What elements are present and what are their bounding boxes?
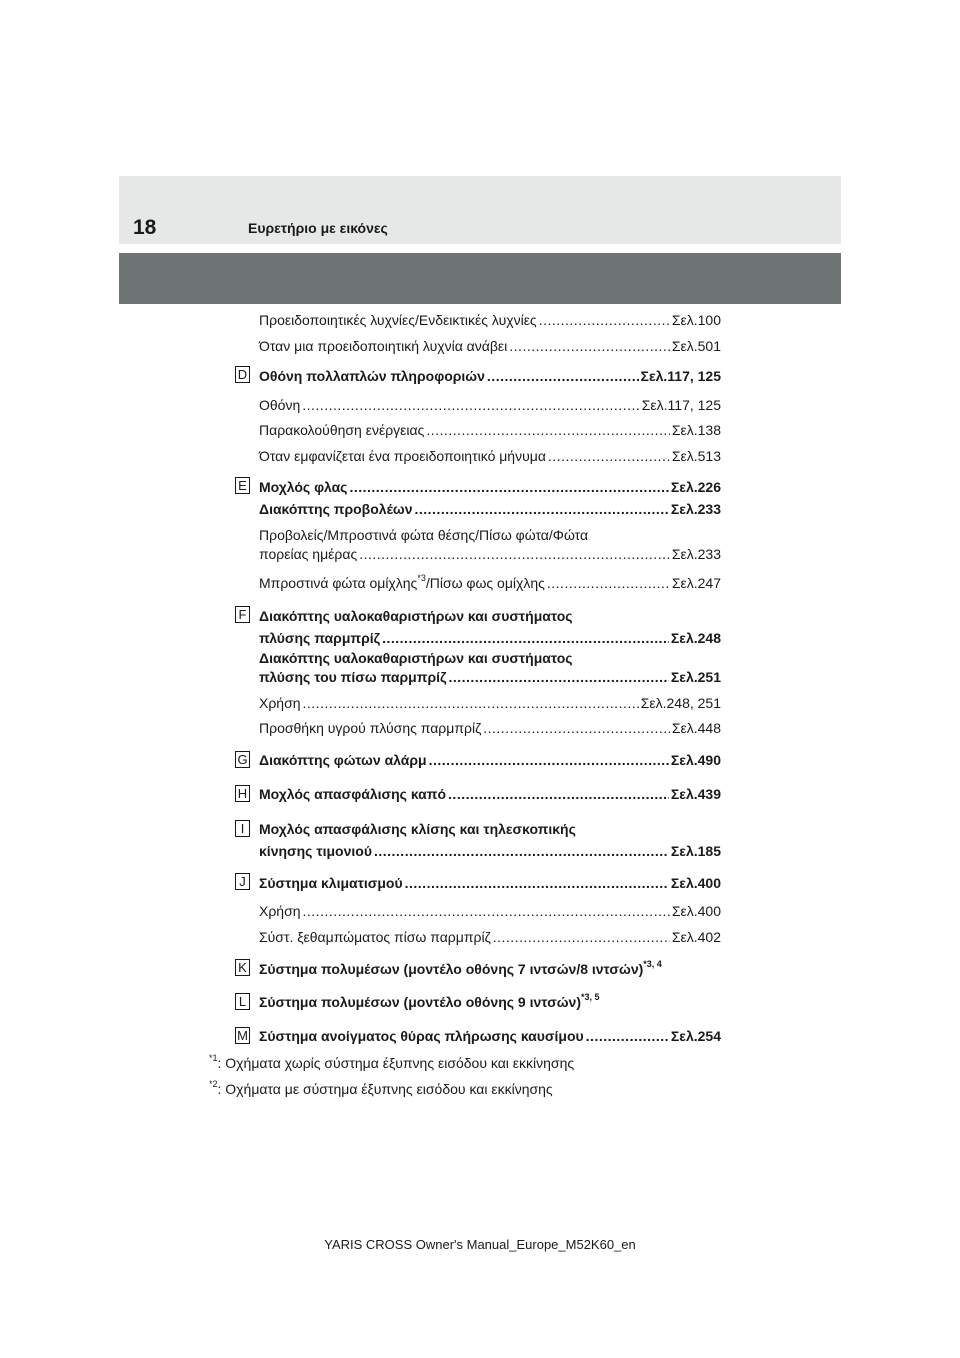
section-letter-f: F xyxy=(235,606,250,623)
entry-page: Σελ.400 xyxy=(671,903,721,919)
section-letter-j: J xyxy=(235,873,250,890)
index-entry[interactable] xyxy=(259,367,721,385)
entry-label: Σύστ. ξεθαμπώματος πίσω παρμπρίζ xyxy=(259,929,491,945)
index-entry[interactable] xyxy=(259,478,721,496)
index-entry[interactable] xyxy=(259,960,721,978)
footnote-mark: *1 xyxy=(209,1053,218,1064)
entry-page: Σελ.185 xyxy=(670,843,721,859)
leader-dots xyxy=(405,874,669,892)
footnote-text: : Οχήματα χωρίς σύστημα έξυπνης εισόδου και εκκίνησης xyxy=(217,1055,575,1071)
entry-label: Οθόνη xyxy=(259,397,301,413)
entry-page: Σελ.402 xyxy=(671,929,721,945)
leader-dots xyxy=(487,367,639,385)
section-letter-m: M xyxy=(235,1027,250,1044)
leader-dots xyxy=(586,1027,669,1045)
entry-page: Σελ.138 xyxy=(671,422,721,438)
section-letter-k: K xyxy=(235,959,250,976)
index-entry-line1[interactable] xyxy=(259,820,721,838)
footnote-ref: *3, 4 xyxy=(643,959,662,970)
index-entry-line1[interactable] xyxy=(259,649,721,667)
section-letter-h: H xyxy=(235,785,250,802)
entry-label-cont: κίνησης τιμονιού xyxy=(259,843,372,859)
leader-dots xyxy=(303,902,670,920)
leader-dots xyxy=(426,421,669,439)
index-entry[interactable] xyxy=(259,785,721,803)
entry-label: Σύστημα κλιματισμού xyxy=(259,875,403,891)
entry-page: Σελ.501 xyxy=(671,338,721,354)
index-entry[interactable] xyxy=(259,629,721,647)
footer-text: YARIS CROSS Owner's Manual_Europe_M52K60_en xyxy=(324,1237,636,1252)
page-number: 18 xyxy=(133,216,157,239)
entry-page: Σελ.439 xyxy=(670,786,721,802)
index-entry[interactable] xyxy=(259,574,721,592)
entry-label: Σύστημα πολυμέσων (μοντέλο οθόνης 9 ιντσών) xyxy=(259,994,581,1010)
entry-label: Προειδοποιητικές λυχνίες/Ενδεικτικές λυχνίες xyxy=(259,312,537,328)
entry-page: Σελ.226 xyxy=(670,479,721,495)
footnote-text: : Οχήματα με σύστημα έξυπνης εισόδου και εκκίνησης xyxy=(217,1081,553,1097)
section-letter-d: D xyxy=(235,366,250,383)
leader-dots xyxy=(483,719,670,737)
entry-page: Σελ.400 xyxy=(670,875,721,891)
entry-label: Σύστημα πολυμέσων (μοντέλο οθόνης 7 ιντσών/8 ιντσών) xyxy=(259,961,644,977)
leader-dots xyxy=(374,842,669,860)
leader-dots xyxy=(448,668,668,686)
entry-page: Σελ.513 xyxy=(671,448,721,464)
leader-dots xyxy=(448,785,669,803)
entry-label-part: Μπροστινά φώτα ομίχλης xyxy=(259,575,418,591)
index-entry[interactable] xyxy=(259,874,721,892)
entry-label: Μοχλός απασφάλισης κλίσης και τηλεσκοπικής xyxy=(259,821,576,837)
entry-page: Σελ.233 xyxy=(670,501,721,517)
index-entry[interactable] xyxy=(259,447,721,465)
leader-dots xyxy=(539,311,670,329)
index-entry[interactable] xyxy=(259,928,721,946)
leader-dots xyxy=(359,545,670,563)
entry-label: Διακόπτης φώτων αλάρμ xyxy=(259,752,427,768)
footnote xyxy=(209,1080,553,1098)
section-title: Ευρετήριο με εικόνες xyxy=(248,220,388,236)
entry-label: Χρήση xyxy=(259,695,301,711)
entry-page: Σελ.248 xyxy=(670,630,721,646)
leader-dots xyxy=(302,396,640,414)
index-entry[interactable] xyxy=(259,694,721,712)
index-entry-line1[interactable] xyxy=(259,526,721,544)
entry-page: Σελ.117, 125 xyxy=(641,397,721,413)
entry-label-cont: πλύσης του πίσω παρμπρίζ xyxy=(259,669,447,685)
section-letter-l: L xyxy=(235,993,250,1010)
leader-dots xyxy=(493,928,670,946)
entry-page: Σελ.490 xyxy=(670,752,721,768)
entry-label-cont: πλύσης παρμπρίζ xyxy=(259,630,381,646)
entry-label: Μοχλός φλας xyxy=(259,479,348,495)
entry-label: Διακόπτης προβολέων xyxy=(259,501,413,517)
entry-label: Διακόπτης υαλοκαθαριστήρων και συστήματος xyxy=(259,608,573,624)
entry-label: Σύστημα ανοίγματος θύρας πλήρωσης καυσίμου xyxy=(259,1028,584,1044)
index-entry[interactable] xyxy=(259,337,721,355)
index-entry[interactable] xyxy=(259,751,721,769)
entry-label: Χρήση xyxy=(259,903,301,919)
footnote-ref: *3, 5 xyxy=(580,992,600,1003)
index-entry[interactable] xyxy=(259,668,721,686)
leader-dots xyxy=(349,478,668,496)
entry-label xyxy=(259,574,545,592)
entry-label: Οθόνη πολλαπλών πληροφοριών xyxy=(259,368,485,384)
entry-label: Παρακολούθηση ενέργειας xyxy=(259,422,425,438)
entry-page: Σελ.247 xyxy=(671,575,721,591)
index-entry[interactable] xyxy=(259,500,721,518)
entry-page: Σελ.448 xyxy=(671,720,721,736)
entry-label-cont: πορείας ημέρας xyxy=(259,546,358,562)
index-entry[interactable] xyxy=(259,993,721,1011)
index-entry[interactable] xyxy=(259,545,721,563)
section-letter-g: G xyxy=(235,751,250,768)
footnote-ref: *3 xyxy=(417,573,426,584)
index-entry[interactable] xyxy=(259,421,721,439)
entry-page: Σελ.233 xyxy=(671,546,721,562)
entry-label: Προσθήκη υγρού πλύσης παρμπρίζ xyxy=(259,720,482,736)
index-entry[interactable] xyxy=(259,902,721,920)
footnote-mark: *2 xyxy=(209,1079,218,1090)
entry-label: Μοχλός απασφάλισης καπό xyxy=(259,786,447,802)
entry-page: Σελ.100 xyxy=(671,312,721,328)
index-entry[interactable] xyxy=(259,842,721,860)
leader-dots xyxy=(415,500,669,518)
leader-dots xyxy=(509,337,670,355)
index-entry[interactable] xyxy=(259,311,721,329)
section-letter-i: I xyxy=(235,820,250,837)
entry-label: Προβολείς/Μπροστινά φώτα θέσης/Πίσω φώτα/Φώτα xyxy=(259,527,589,543)
leader-dots xyxy=(303,694,639,712)
leader-dots xyxy=(382,629,669,647)
index-entry-line1[interactable] xyxy=(259,607,721,625)
entry-label: Όταν εμφανίζεται ένα προειδοποιητικό μήνυμα xyxy=(259,448,546,464)
footnote xyxy=(209,1054,574,1072)
leader-dots xyxy=(548,447,670,465)
leader-dots xyxy=(429,751,669,769)
entry-label: Όταν μια προειδοποιητική λυχνία ανάβει xyxy=(259,338,508,354)
entry-page: Σελ.117, 125 xyxy=(640,368,721,384)
section-letter-e: E xyxy=(235,477,250,494)
entry-page: Σελ.254 xyxy=(670,1028,721,1044)
entry-page: Σελ.251 xyxy=(670,669,721,685)
index-entry[interactable] xyxy=(259,1027,721,1045)
index-entry[interactable] xyxy=(259,719,721,737)
entry-label: Διακόπτης υαλοκαθαριστήρων και συστήματος xyxy=(259,650,573,666)
entry-label-rest: /Πίσω φως ομίχλης xyxy=(425,575,545,591)
entry-page: Σελ.248, 251 xyxy=(640,695,721,711)
index-entry[interactable] xyxy=(259,396,721,414)
leader-dots xyxy=(547,574,670,592)
